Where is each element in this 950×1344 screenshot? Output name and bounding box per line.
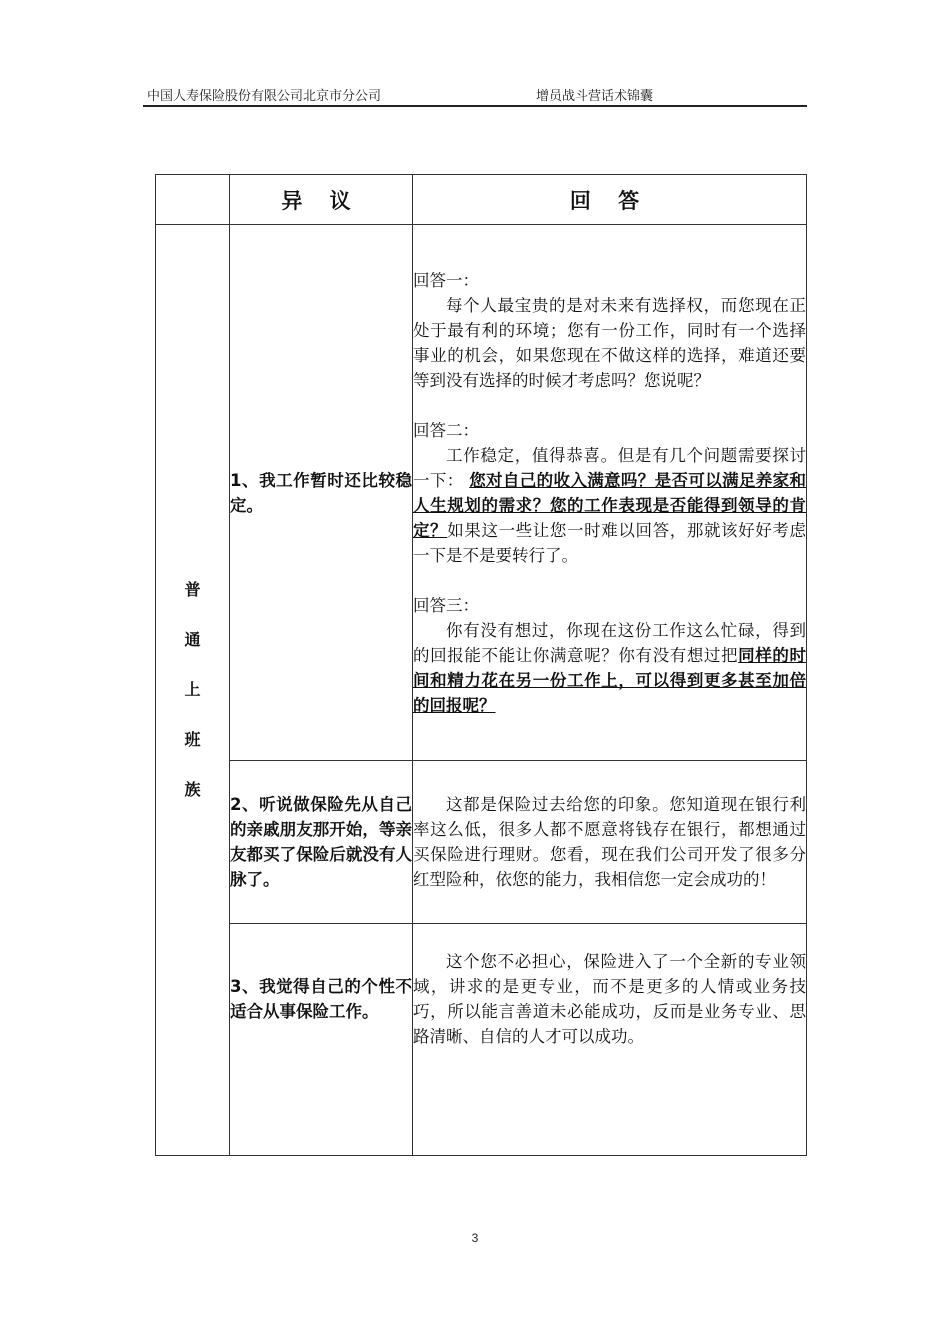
category-cell <box>156 225 230 1156</box>
answer-text: 这个您不必担心，保险进入了一个全新的专业领域，讲求的是更专业，而不是更多的人情或业务技巧，所以能言善道未必能成功，反而是业务专业、思路清晰、自信的人才可以成功。 <box>413 952 806 1046</box>
table-row <box>156 924 807 1156</box>
answer-label: 回答一： <box>413 270 479 290</box>
answer-text: 这都是保险过去给您的印象。您知道现在银行利率这么低，很多人都不愿意将钱存在银行，都想通过买保险进行理财。您看，现在我们公司开发了很多分红型险种，依您的能力，我相信您一定会成功的！ <box>413 795 806 889</box>
answer-label: 回答三： <box>413 595 479 615</box>
answer-text <box>413 443 806 568</box>
answer-text <box>413 293 806 393</box>
page-number: 3 <box>471 1231 479 1245</box>
answer-text-segment: 你有没有想过，你现在这份工作这么忙碌，得到的回报能不能让你满意呢？你有没有想过把 <box>413 620 806 665</box>
column-header-objection: 异 议 <box>230 175 413 225</box>
objection-table <box>155 174 807 1156</box>
objection-cell: 3、我觉得自己的个性不适合从事保险工作。 <box>230 924 413 1156</box>
category-char: 普 <box>184 580 201 599</box>
category-char: 通 <box>184 630 201 649</box>
page-header <box>143 85 807 107</box>
answer-cell <box>413 924 807 1156</box>
header-company: 中国人寿保险股份有限公司北京市分公司 <box>147 89 382 104</box>
answer-label: 回答二： <box>413 420 479 440</box>
header-doc-title: 增员战斗营话术锦囊 <box>536 89 654 104</box>
table-row <box>156 225 807 761</box>
answer-cell <box>413 225 807 761</box>
table-header-row <box>156 175 807 225</box>
category-char: 上 <box>184 680 201 699</box>
answer-text-highlight: 同样的时间和精力花在另一份工作上，可以得到更多甚至加倍的回报呢？ <box>413 645 807 715</box>
objection-cell: 1、我工作暂时还比较稳定。 <box>230 225 413 761</box>
table-row <box>156 761 807 924</box>
column-header-answer: 回 答 <box>413 175 807 225</box>
objection-cell: 2、听说做保险先从自己的亲戚朋友那开始，等亲友都买了保险后就没有人脉了。 <box>230 761 413 924</box>
answer-text-segment: 每个人最宝贵的是对未来有选择权，而您现在正处于最有利的环境；您有一份工作，同时有一个选择事业的机会，如果您现在不做这样的选择，难道还要等到没有选择的时候才考虑吗？您说呢？ <box>413 295 806 390</box>
answer-text-segment: 工作稳定，值得恭喜。但是有几个问题需要探讨一下： <box>413 445 806 490</box>
category-char: 班 <box>184 730 201 749</box>
category-char: 族 <box>184 780 201 799</box>
answer-text-segment: 如果这一些让您一时难以回答，那就该好好考虑一下是不是要转行了。 <box>413 520 807 565</box>
header-blank-cell <box>156 175 230 225</box>
answer-cell <box>413 761 807 924</box>
answer-text <box>413 618 806 718</box>
answer-text-highlight: 您对自己的收入满意吗？是否可以满足养家和人生规划的需求？您的工作表现是否能得到领导的肯定？ <box>413 470 807 540</box>
